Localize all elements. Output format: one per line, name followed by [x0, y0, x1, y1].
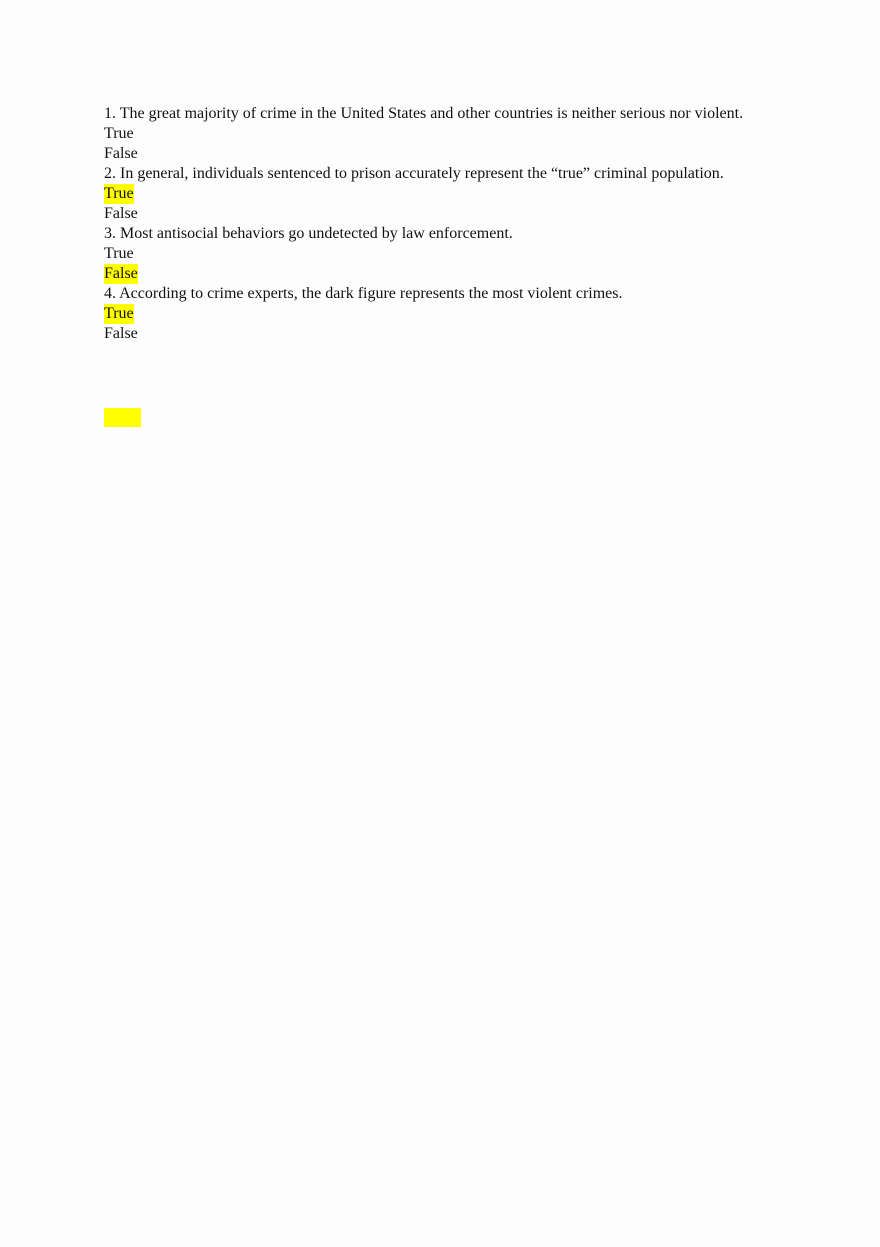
- option-false[interactable]: [104, 204, 784, 224]
- question-text: 4. According to crime experts, the dark figure represents the most violent crimes.: [104, 285, 623, 302]
- option-false[interactable]: [104, 264, 784, 284]
- question-3: [104, 224, 784, 284]
- option-label: True: [104, 125, 134, 142]
- question-text: 1. The great majority of crime in the United States and other countries is neither serious nor violent.: [104, 105, 744, 122]
- option-label-highlighted: True: [104, 185, 134, 202]
- option-label: False: [104, 205, 138, 222]
- option-label-highlighted: True: [104, 305, 134, 322]
- question-text: 2. In general, individuals sentenced to prison accurately represent the “true” criminal population.: [104, 165, 724, 182]
- empty-highlight-mark: [104, 408, 141, 427]
- option-true[interactable]: [104, 244, 784, 264]
- question-text: 3. Most antisocial behaviors go undetected by law enforcement.: [104, 225, 513, 242]
- option-label: True: [104, 245, 134, 262]
- option-true[interactable]: [104, 124, 784, 144]
- option-false[interactable]: [104, 324, 784, 344]
- option-false[interactable]: [104, 144, 784, 164]
- option-label-highlighted: False: [104, 265, 138, 282]
- question-1: [104, 104, 784, 164]
- option-label: False: [104, 325, 138, 342]
- option-true[interactable]: [104, 304, 784, 324]
- option-true[interactable]: [104, 184, 784, 204]
- quiz-content: [104, 104, 784, 344]
- option-label: False: [104, 145, 138, 162]
- question-4: [104, 284, 784, 344]
- question-2: [104, 164, 784, 224]
